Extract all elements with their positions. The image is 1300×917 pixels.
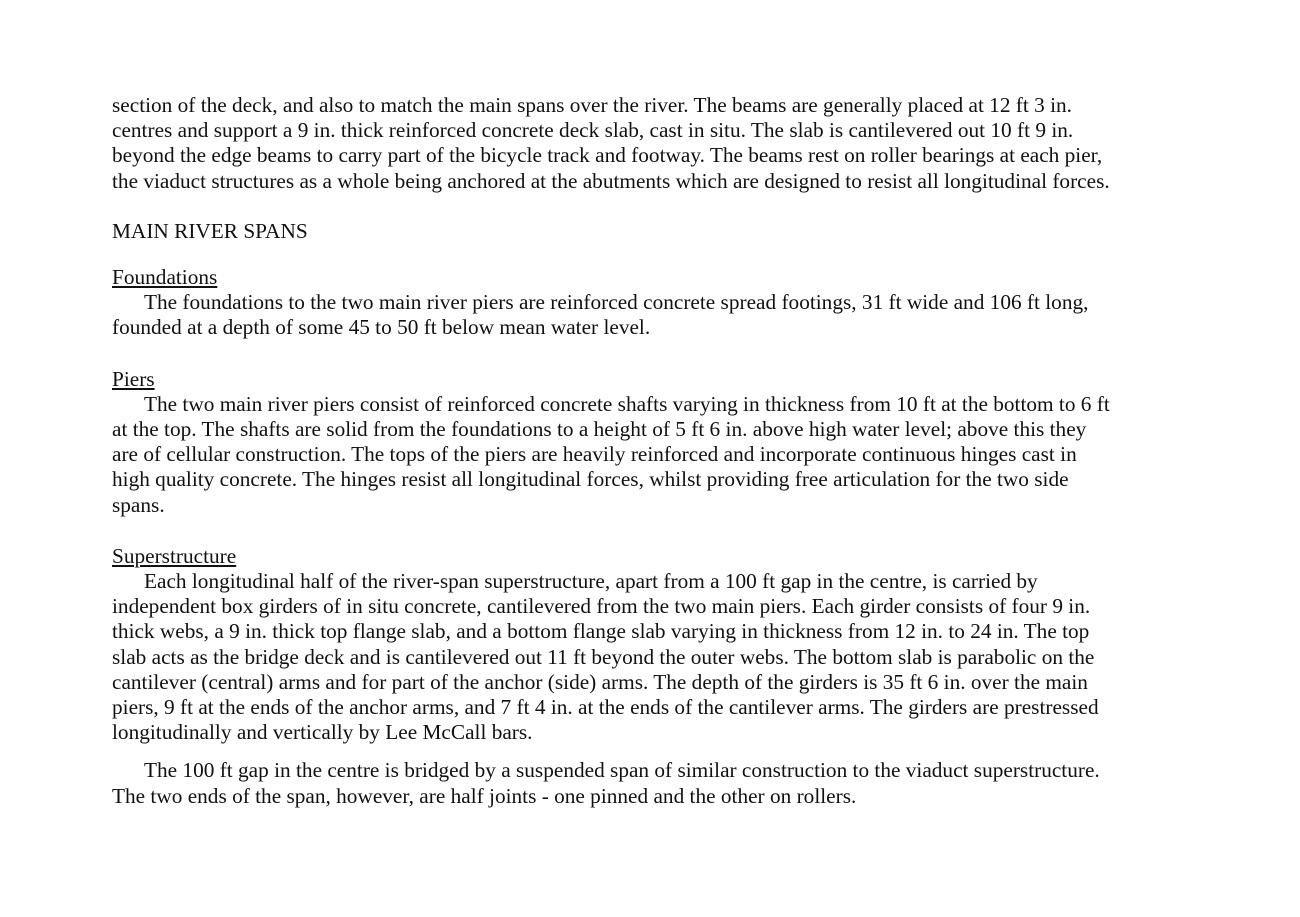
text-line: The 100 ft gap in the centre is bridged by a suspended span of similar construction to the viaduct superstructure. [144, 758, 1100, 783]
piers-section [112, 367, 1202, 518]
text-line: founded at a depth of some 45 to 50 ft below mean water level. [112, 315, 651, 340]
text-line: spans. [112, 492, 165, 517]
foundations-section [112, 265, 1202, 341]
text-line: The foundations to the two main river piers are reinforced concrete spread footings, 31 ft wide and 106 ft long, [144, 290, 1089, 315]
text-line: centres and support a 9 in. thick reinforced concrete deck slab, cast in situ. The slab is cantilevered out 10 ft 9 in. [112, 118, 1074, 143]
text-line: are of cellular construction. The tops of the piers are heavily reinforced and incorporate continuous hinges cast in [112, 442, 1077, 467]
text-line: cantilever (central) arms and for part of the anchor (side) arms. The depth of the girders is 35 ft 6 in. over the main [112, 669, 1088, 694]
superstructure-heading: Superstructure [112, 543, 237, 568]
text-line: section of the deck, and also to match the main spans over the river. The beams are generally placed at 12 ft 3 in. [112, 93, 1073, 117]
paragraph-gap [112, 341, 1202, 367]
intro-paragraph [112, 93, 1202, 194]
text-line: at the top. The shafts are solid from the foundations to a height of 5 ft 6 in. above high water level; above this they [112, 417, 1087, 442]
text-line: beyond the edge beams to carry part of the bicycle track and footway. The beams rest on roller bearings at each pier, [112, 143, 1103, 168]
section-heading: MAIN RIVER SPANS [112, 218, 308, 243]
paragraph-gap [112, 745, 1202, 758]
text-line: the viaduct structures as a whole being anchored at the abutments which are designed to resist all longitudinal forces. [112, 168, 1110, 193]
superstructure-section [112, 544, 1202, 809]
text-line: high quality concrete. The hinges resist all longitudinal forces, whilst providing free articulation for the two side [112, 467, 1069, 492]
text-line: piers, 9 ft at the ends of the anchor arms, and 7 ft 4 in. at the ends of the cantilever arms. The girders are prestressed [112, 695, 1099, 720]
text-line: longitudinally and vertically by Lee McCall bars. [112, 720, 533, 745]
piers-heading: Piers [112, 366, 155, 391]
document-page [112, 93, 1202, 809]
foundations-heading: Foundations [112, 265, 218, 290]
paragraph-gap [112, 518, 1202, 544]
text-line: Each longitudinal half of the river-span superstructure, apart from a 100 ft gap in the centre, is carried by [144, 569, 1038, 594]
text-line: independent box girders of in situ concrete, cantilevered from the two main piers. Each girder consists of four 9 in. [112, 594, 1091, 619]
text-line: The two ends of the span, however, are half joints - one pinned and the other on rollers. [112, 783, 857, 808]
text-line: slab acts as the bridge deck and is cantilevered out 11 ft beyond the outer webs. The bottom slab is parabolic on the [112, 644, 1095, 669]
text-line: The two main river piers consist of reinforced concrete shafts varying in thickness from 10 ft at the bottom to 6 ft [144, 391, 1110, 416]
text-line: thick webs, a 9 in. thick top flange slab, and a bottom flange slab varying in thickness from 12 in. to 24 in. The top [112, 619, 1090, 644]
